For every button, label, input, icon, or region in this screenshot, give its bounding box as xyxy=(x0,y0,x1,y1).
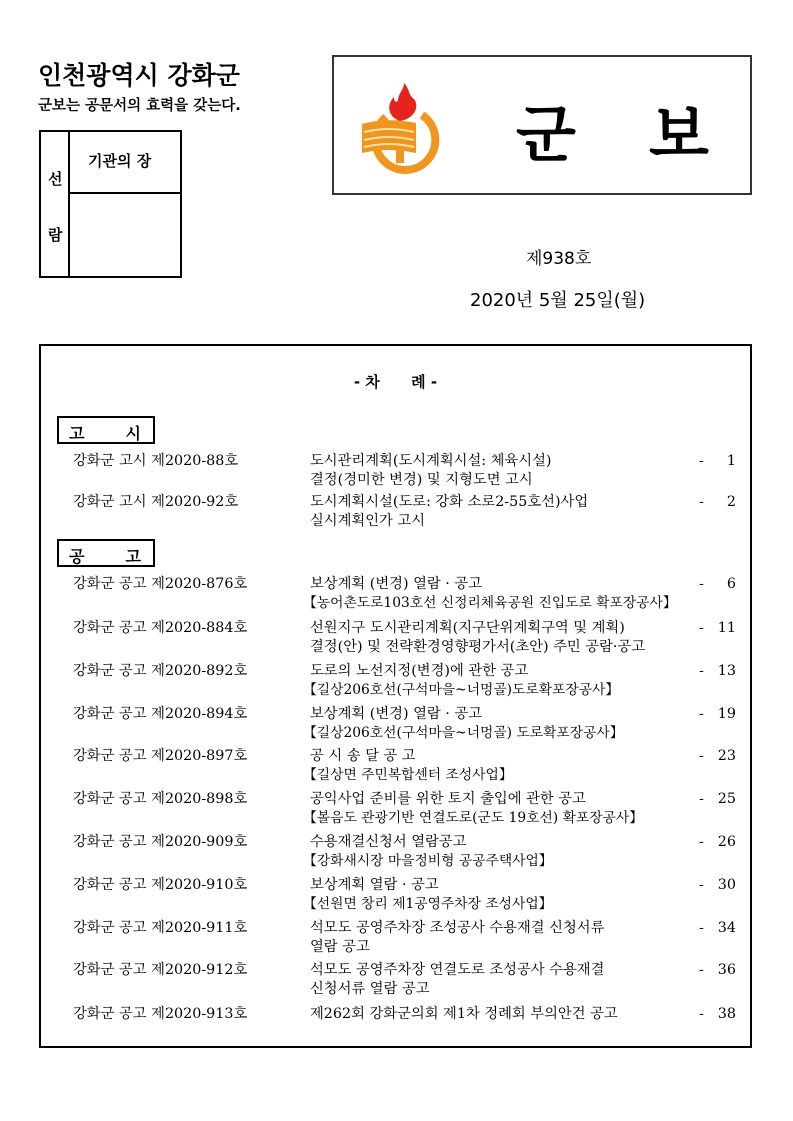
entry-subtitle: 【농어촌도로103호선 신정리체육공원 진입도로 확포장공사】 xyxy=(303,595,677,611)
review-label-column xyxy=(41,132,70,276)
org-name: 인천광역시 강화군 xyxy=(38,61,240,90)
entry-number: 강화군 공고 제2020-897호 xyxy=(73,748,248,764)
section-header-notification xyxy=(57,416,155,444)
review-box xyxy=(39,130,182,278)
review-label-1: 선 xyxy=(48,170,63,188)
entry-page: 19 xyxy=(717,706,736,722)
entry-dash: - xyxy=(699,663,704,679)
section-label-2: 시 xyxy=(125,424,141,443)
entry-number: 강화군 고시 제2020-88호 xyxy=(73,453,239,469)
entry-page: 1 xyxy=(726,453,736,469)
entry-number: 강화군 공고 제2020-884호 xyxy=(73,620,248,636)
entry-title-cont: 열람 공고 xyxy=(310,939,370,955)
section-header-announcement xyxy=(57,539,155,567)
entry-number: 강화군 공고 제2020-913호 xyxy=(73,1006,248,1022)
entry-dash: - xyxy=(699,962,704,978)
entry-page: 23 xyxy=(717,748,736,764)
section-label-1: 고 xyxy=(69,424,85,443)
entry-title: 석모도 공영주차장 연결도로 조성공사 수용재결 xyxy=(310,962,605,978)
entry-title: 선원지구 도시관리계획(지구단위계획구역 및 계획) xyxy=(310,620,625,636)
review-head-cell xyxy=(70,132,180,194)
org-subtitle: 군보는 공문서의 효력을 갖는다. xyxy=(38,98,241,114)
entry-number: 강화군 고시 제2020-92호 xyxy=(73,494,239,510)
entry-title: 수용재결신청서 열람공고 xyxy=(310,834,467,850)
toc-title: - 차 례 - xyxy=(353,373,438,391)
entry-title-cont: 실시계획인가 고시 xyxy=(310,513,426,529)
entry-subtitle: 【길상면 주민복합센터 조성사업】 xyxy=(303,767,513,783)
entry-title: 제262회 강화군의회 제1차 정례회 부의안건 공고 xyxy=(310,1006,618,1022)
entry-title-cont: 결정(안) 및 전략환경영향평가서(초안) 주민 공람·공고 xyxy=(310,639,646,655)
entry-number: 강화군 공고 제2020-911호 xyxy=(73,920,248,936)
entry-number: 강화군 공고 제2020-876호 xyxy=(73,576,248,592)
ganghwa-county-emblem-icon xyxy=(358,79,448,174)
entry-title: 공 시 송 달 공 고 xyxy=(310,748,416,764)
entry-number: 강화군 공고 제2020-894호 xyxy=(73,706,248,722)
entry-dash: - xyxy=(699,748,704,764)
entry-title: 도로의 노선지정(변경)에 관한 공고 xyxy=(310,663,529,679)
entry-number: 강화군 공고 제2020-898호 xyxy=(73,791,248,807)
entry-page: 25 xyxy=(717,791,736,807)
entry-subtitle: 【강화새시장 마을정비형 공공주택사업】 xyxy=(303,853,553,869)
entry-dash: - xyxy=(699,453,704,469)
entry-dash: - xyxy=(699,877,704,893)
table-of-contents xyxy=(39,344,752,1048)
entry-dash: - xyxy=(699,920,704,936)
entry-subtitle: 【길상206호선(구석마을~너멍골)도로확포장공사】 xyxy=(303,682,620,698)
entry-number: 강화군 공고 제2020-910호 xyxy=(73,877,248,893)
entry-title: 보상계획 열람 · 공고 xyxy=(310,877,439,893)
entry-dash: - xyxy=(699,494,704,510)
section-label-2: 고 xyxy=(125,547,141,566)
entry-dash: - xyxy=(699,620,704,636)
issue-date: 2020년 5월 25일(월) xyxy=(470,290,646,311)
entry-title: 도시관리계획(도시계획시설: 체육시설) xyxy=(310,453,552,469)
review-label-2: 람 xyxy=(48,226,63,244)
entry-title: 보상계획 (변경) 열람 · 공고 xyxy=(310,706,482,722)
entry-subtitle: 【길상206호선(구석마을~너멍골) 도로확포장공사】 xyxy=(303,725,624,741)
entry-dash: - xyxy=(699,706,704,722)
entry-title: 도시계획시설(도로: 강화 소로2-55호선)사업 xyxy=(310,494,589,510)
entry-number: 강화군 공고 제2020-892호 xyxy=(73,663,248,679)
entry-dash: - xyxy=(699,791,704,807)
entry-number: 강화군 공고 제2020-909호 xyxy=(73,834,248,850)
entry-title: 석모도 공영주차장 조성공사 수용재결 신청서류 xyxy=(310,920,605,936)
masthead xyxy=(332,55,752,195)
section-label-1: 공 xyxy=(69,547,85,566)
entry-title: 보상계획 (변경) 열람 · 공고 xyxy=(310,576,482,592)
entry-dash: - xyxy=(699,1006,704,1022)
entry-page: 13 xyxy=(717,663,736,679)
entry-dash: - xyxy=(699,576,704,592)
entry-page: 30 xyxy=(717,877,736,893)
entry-subtitle: 【볼음도 관광기반 연결도로(군도 19호선) 확포장공사】 xyxy=(303,810,644,826)
entry-page: 6 xyxy=(726,576,736,592)
entry-title-cont: 결정(경미한 변경) 및 지형도면 고시 xyxy=(310,472,533,488)
entry-title: 공익사업 준비를 위한 토지 출입에 관한 공고 xyxy=(310,791,586,807)
entry-page: 26 xyxy=(717,834,736,850)
entry-page: 34 xyxy=(717,920,736,936)
masthead-title-2: 보 xyxy=(649,98,709,171)
entry-page: 36 xyxy=(717,962,736,978)
entry-number: 강화군 공고 제2020-912호 xyxy=(73,962,248,978)
review-head-label: 기관의 장 xyxy=(88,152,152,170)
entry-title-cont: 신청서류 열람 공고 xyxy=(310,981,430,997)
masthead-title-1: 군 xyxy=(516,98,576,171)
entry-dash: - xyxy=(699,834,704,850)
entry-page: 2 xyxy=(726,494,736,510)
entry-page: 11 xyxy=(717,620,736,636)
issue-number: 제938호 xyxy=(526,249,592,269)
entry-subtitle: 【선원면 창리 제1공영주차장 조성사업】 xyxy=(303,896,553,912)
entry-page: 38 xyxy=(717,1006,736,1022)
